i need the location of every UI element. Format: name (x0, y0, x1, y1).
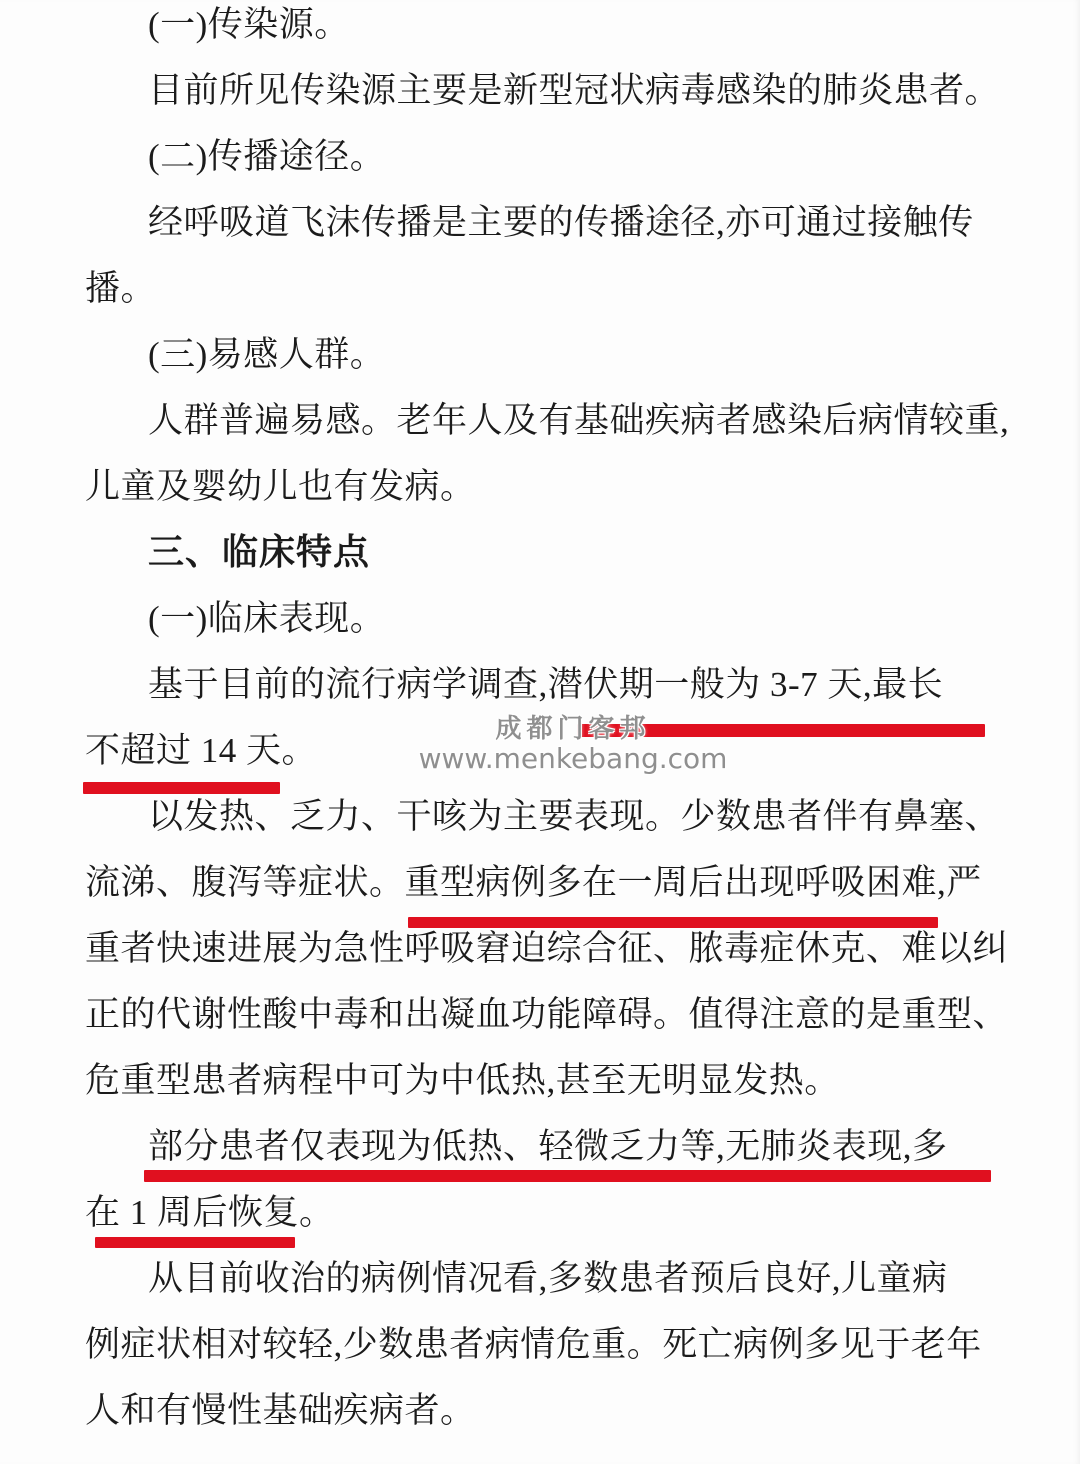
subheading-clinical-manifestation: (一)临床表现。 (148, 599, 386, 638)
section-heading-clinical-features: 三、临床特点 (148, 532, 371, 573)
watermark (373, 716, 773, 773)
text-line: 播。 (85, 269, 157, 308)
text-line: 人和有慢性基础疾病者。 (85, 1391, 476, 1430)
text-line: 重者快速进展为急性呼吸窘迫综合征、脓毒症休克、难以纠 (85, 929, 1009, 968)
watermark-site-name: 成都门客邦 (495, 714, 651, 744)
text-line: 从目前收治的病例情况看,多数患者预后良好,儿童病 (148, 1259, 948, 1298)
text-line: 部分患者仅表现为低热、轻微乏力等,无肺炎表现,多 (148, 1127, 948, 1166)
text-line: 以发热、乏力、干咳为主要表现。少数患者伴有鼻塞、 (148, 797, 1001, 836)
text-line: 流涕、腹泻等症状。重型病例多在一周后出现呼吸困难,严 (85, 863, 982, 902)
text-line: 正的代谢性酸中毒和出凝血功能障碍。值得注意的是重型、 (85, 995, 1009, 1034)
subheading-susceptible-population: (三)易感人群。 (148, 335, 386, 374)
text-line: 不超过 14 天。 (85, 731, 318, 770)
text-line: 在 1 周后恢复。 (85, 1193, 335, 1232)
text-line: 危重型患者病程中可为中低热,甚至无明显发热。 (85, 1061, 840, 1100)
subheading-transmission-route: (二)传播途径。 (148, 137, 386, 176)
subheading-infection-source: (一)传染源。 (148, 5, 350, 44)
text-line: 基于目前的流行病学调查,潜伏期一般为 3-7 天,最长 (148, 665, 944, 704)
text-line: 目前所见传染源主要是新型冠状病毒感染的肺炎患者。 (148, 71, 1001, 110)
text-line: 例症状相对较轻,少数患者病情危重。死亡病例多见于老年 (85, 1325, 982, 1364)
text-line: 经呼吸道飞沫传播是主要的传播途径,亦可通过接触传 (148, 203, 974, 242)
text-line: 儿童及婴幼儿也有发病。 (85, 467, 476, 506)
text-line: 人群普遍易感。老年人及有基础疾病者感染后病情较重, (148, 401, 1010, 440)
watermark-site-url: www.menkebang.com (418, 742, 728, 775)
